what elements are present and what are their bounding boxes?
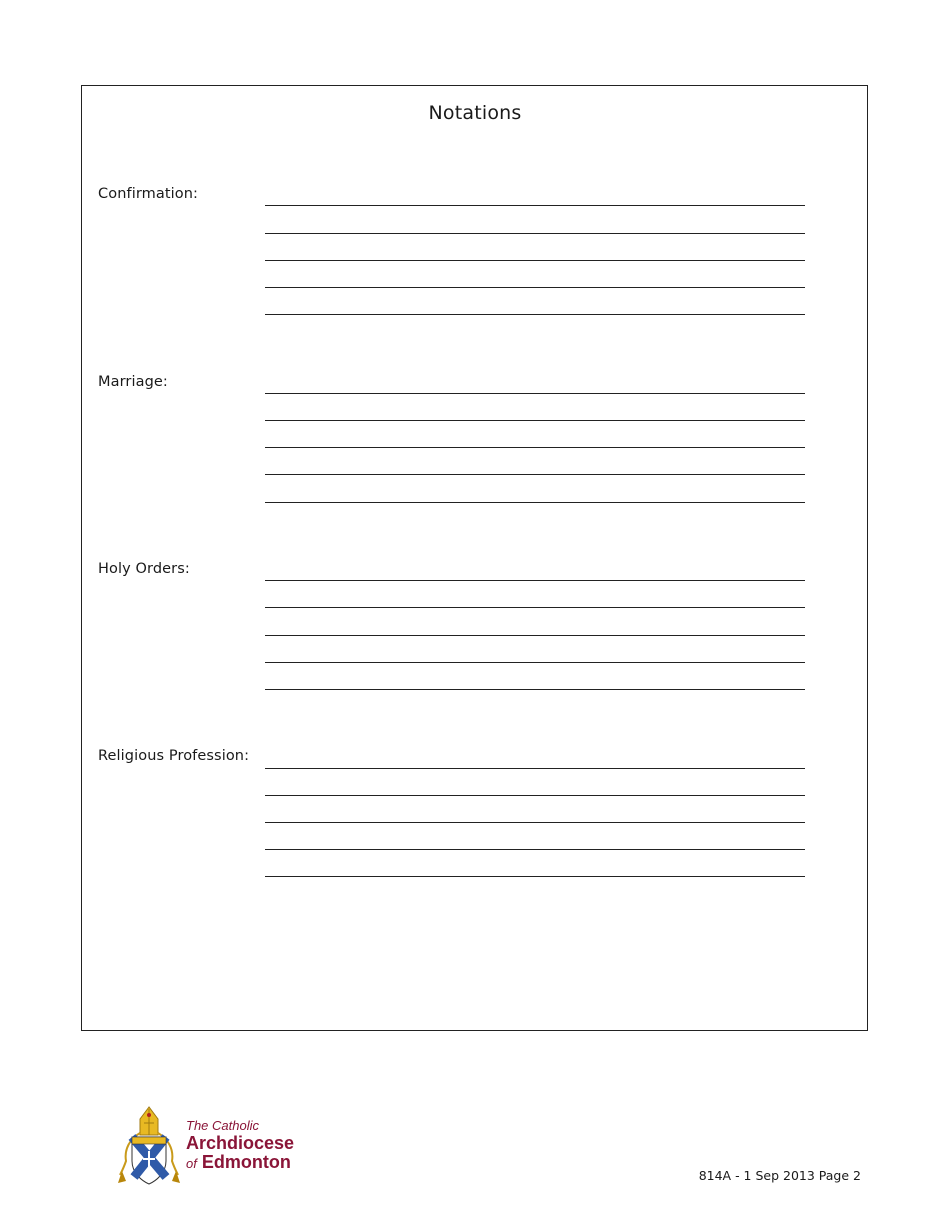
religious-profession-line-5[interactable]: [265, 876, 805, 877]
section-label-confirmation: Confirmation:: [98, 186, 198, 202]
logo-wordmark: [186, 1119, 294, 1171]
holy-orders-line-5[interactable]: [265, 689, 805, 690]
religious-profession-line-3[interactable]: [265, 822, 805, 823]
archdiocese-logo: [118, 1105, 298, 1185]
confirmation-line-2[interactable]: [265, 233, 805, 234]
marriage-line-4[interactable]: [265, 474, 805, 475]
religious-profession-line-4[interactable]: [265, 849, 805, 850]
holy-orders-line-4[interactable]: [265, 662, 805, 663]
marriage-line-2[interactable]: [265, 420, 805, 421]
section-label-marriage: Marriage:: [98, 374, 168, 390]
marriage-line-1[interactable]: [265, 393, 805, 394]
logo-line-the-catholic: The Catholic: [186, 1118, 259, 1133]
form-reference: 814A - 1 Sep 2013 Page 2: [698, 1168, 861, 1183]
logo-edmonton: Edmonton: [201, 1152, 291, 1172]
marriage-line-5[interactable]: [265, 502, 805, 503]
confirmation-line-3[interactable]: [265, 260, 805, 261]
confirmation-line-1[interactable]: [265, 205, 805, 206]
holy-orders-line-3[interactable]: [265, 635, 805, 636]
notations-frame: [81, 85, 868, 1031]
logo-line-edmonton: [186, 1153, 294, 1171]
religious-profession-line-1[interactable]: [265, 768, 805, 769]
section-label-religious-profession: Religious Profession:: [98, 748, 250, 764]
confirmation-line-5[interactable]: [265, 314, 805, 315]
confirmation-line-4[interactable]: [265, 287, 805, 288]
religious-profession-line-2[interactable]: [265, 795, 805, 796]
holy-orders-line-2[interactable]: [265, 607, 805, 608]
logo-line-archdiocese: Archdiocese: [186, 1133, 295, 1153]
holy-orders-line-1[interactable]: [265, 580, 805, 581]
section-label-holy-orders: Holy Orders:: [98, 561, 190, 577]
marriage-line-3[interactable]: [265, 447, 805, 448]
logo-of: of: [186, 1156, 197, 1171]
coat-of-arms-icon: [118, 1105, 180, 1185]
page-title: Notations: [428, 102, 522, 124]
